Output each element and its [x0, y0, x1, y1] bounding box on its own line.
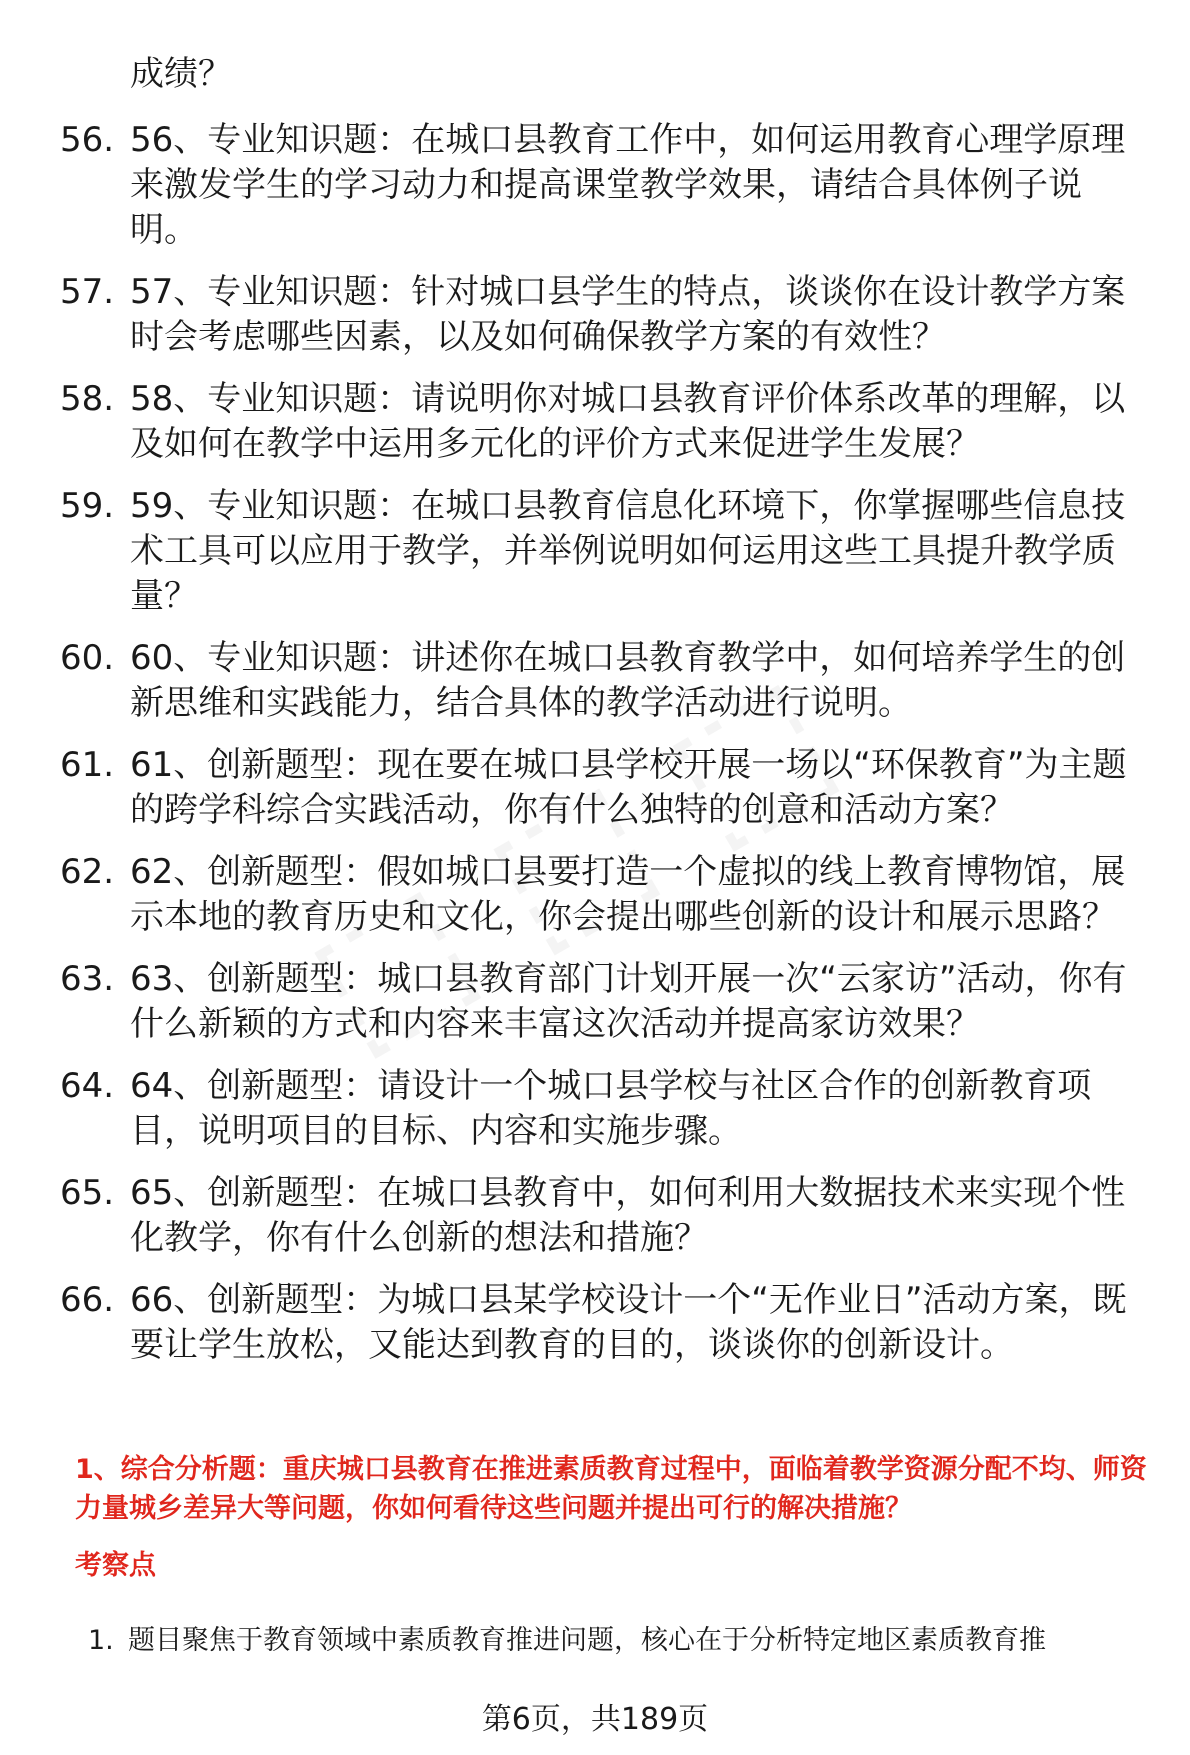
item-number: 63.	[60, 959, 115, 999]
item-number: 56.	[60, 120, 115, 160]
exam-point-text: 题目聚焦于教育领域中素质教育推进问题，核心在于分析特定地区素质教育推	[128, 1625, 1046, 1656]
item-text: 58、专业知识题：请说明你对城口县教育评价体系改革的理解，以及如何在教学中运用多元化的评价方式来促进学生发展？	[130, 379, 1126, 464]
exam-point-number: 1.	[88, 1625, 114, 1656]
continuation-text: 成绩？	[130, 54, 232, 94]
list-item	[60, 118, 1160, 253]
section-label: 考察点	[75, 1550, 156, 1581]
analysis-question: 1、综合分析题：重庆城口县教育在推进素质教育过程中，面临着教学资源分配不均、师资力量城乡差异大等问题，你如何看待这些问题并提出可行的解决措施？	[75, 1454, 1147, 1524]
item-number: 59.	[60, 486, 115, 526]
item-text: 66、创新题型：为城口县某学校设计一个“无作业日”活动方案，既要让学生放松，又能达到教育的目的，谈谈你的创新设计。	[130, 1280, 1127, 1365]
list-item	[60, 743, 1160, 833]
item-text: 61、创新题型：现在要在城口县学校开展一场以“环保教育”为主题的跨学科综合实践活动，你有什么独特的创意和活动方案？	[130, 745, 1127, 830]
list-item	[60, 1171, 1160, 1261]
page-footer: 第6页，共189页	[481, 1702, 709, 1737]
item-number: 60.	[60, 638, 115, 678]
item-text: 65、创新题型：在城口县教育中，如何利用大数据技术来实现个性化教学，你有什么创新的想法和措施？	[130, 1173, 1126, 1258]
list-item	[60, 1064, 1160, 1154]
item-text: 62、创新题型：假如城口县要打造一个虚拟的线上教育博物馆，展示本地的教育历史和文化，你会提出哪些创新的设计和展示思路？	[130, 852, 1126, 937]
item-number: 64.	[60, 1066, 115, 1106]
item-text: 59、专业知识题：在城口县教育信息化环境下，你掌握哪些信息技术工具可以应用于教学，并举例说明如何运用这些工具提升教学质量？	[130, 486, 1126, 616]
list-item	[60, 270, 1160, 360]
question-list	[60, 118, 1160, 1385]
item-text: 57、专业知识题：针对城口县学生的特点，谈谈你在设计教学方案时会考虑哪些因素，以及如何确保教学方案的有效性？	[130, 272, 1126, 357]
item-number: 65.	[60, 1173, 115, 1213]
item-number: 61.	[60, 745, 115, 785]
item-number: 62.	[60, 852, 115, 892]
item-text: 64、创新题型：请设计一个城口县学校与社区合作的创新教育项目，说明项目的目标、内容和实施步骤。	[130, 1066, 1092, 1151]
item-text: 63、创新题型：城口县教育部门计划开展一次“云家访”活动，你有什么新颖的方式和内容来丰富这次活动并提高家访效果？	[130, 959, 1127, 1044]
list-item	[60, 484, 1160, 619]
item-text: 56、专业知识题：在城口县教育工作中，如何运用教育心理学原理来激发学生的学习动力和提高课堂教学效果，请结合具体例子说明。	[130, 120, 1126, 250]
list-item	[60, 1278, 1160, 1368]
item-number: 66.	[60, 1280, 115, 1320]
list-item	[60, 636, 1160, 726]
list-item	[60, 850, 1160, 940]
item-text: 60、专业知识题：讲述你在城口县教育教学中，如何培养学生的创新思维和实践能力，结合具体的教学活动进行说明。	[130, 638, 1126, 723]
exam-point-item	[88, 1622, 1163, 1660]
item-number: 58.	[60, 379, 115, 419]
item-number: 57.	[60, 272, 115, 312]
list-item	[60, 957, 1160, 1047]
list-item	[60, 377, 1160, 467]
